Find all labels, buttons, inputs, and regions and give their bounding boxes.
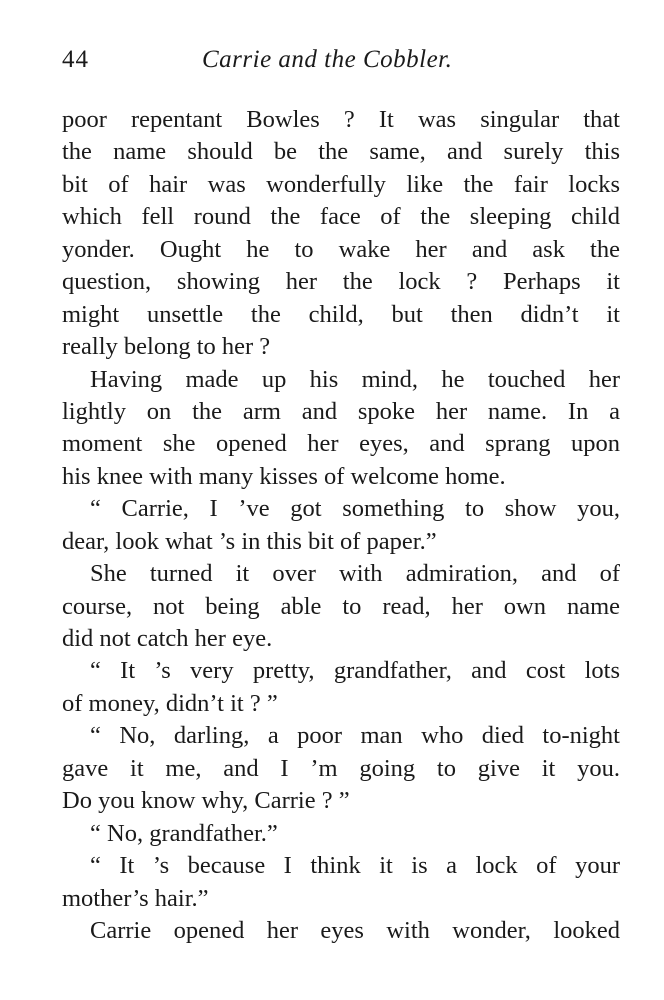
body-text	[62, 104, 620, 947]
text-line: did not catch her eye.	[62, 625, 273, 652]
text-line: lightly on the arm and spoke her name. In a	[62, 397, 620, 425]
text-line: bit of hair was wonderfully like the fair locks	[62, 170, 620, 198]
text-line: question, showing her the lock ? Perhaps it	[62, 268, 620, 296]
text-line: dear, look what ’s in this bit of paper.”	[62, 527, 437, 555]
text-line: really belong to her ?	[62, 333, 271, 361]
text-line: yonder. Ought he to wake her and ask the	[62, 235, 620, 263]
text-line: “ No, grandfather.”	[90, 819, 278, 847]
text-line: “ Carrie, I ’ve got something to show you,	[90, 495, 620, 523]
text-line: “ It ’s because I think it is a lock of your	[90, 852, 620, 880]
text-line: “ No, darling, a poor man who died to-night	[90, 722, 620, 750]
text-line: mother’s hair.”	[62, 884, 209, 912]
running-head	[62, 46, 622, 80]
text-line: Having made up his mind, he touched her	[90, 365, 620, 393]
text-line: She turned it over with admiration, and of	[90, 560, 620, 588]
text-line: “ It ’s very pretty, grandfather, and cost lots	[90, 657, 620, 685]
text-line: might unsettle the child, but then didn’t it	[62, 300, 620, 328]
text-line: course, not being able to read, her own name	[62, 592, 620, 620]
text-line: gave it me, and I ’m going to give it you.	[62, 754, 620, 782]
text-line: moment she opened her eyes, and sprang upon	[62, 430, 620, 458]
text-line: which fell round the face of the sleeping child	[62, 203, 620, 231]
text-line: of money, didn’t it ? ”	[62, 689, 278, 717]
running-title: Carrie and the Cobbler.	[202, 46, 453, 73]
text-line: Carrie opened her eyes with wonder, looked	[90, 916, 620, 944]
text-line: his knee with many kisses of welcome home.	[62, 462, 506, 490]
page-number: 44	[62, 46, 89, 73]
text-line: poor repentant Bowles ? It was singular that	[62, 106, 620, 133]
text-line: Do you know why, Carrie ? ”	[62, 787, 350, 815]
text-line: the name should be the same, and surely this	[62, 138, 620, 166]
